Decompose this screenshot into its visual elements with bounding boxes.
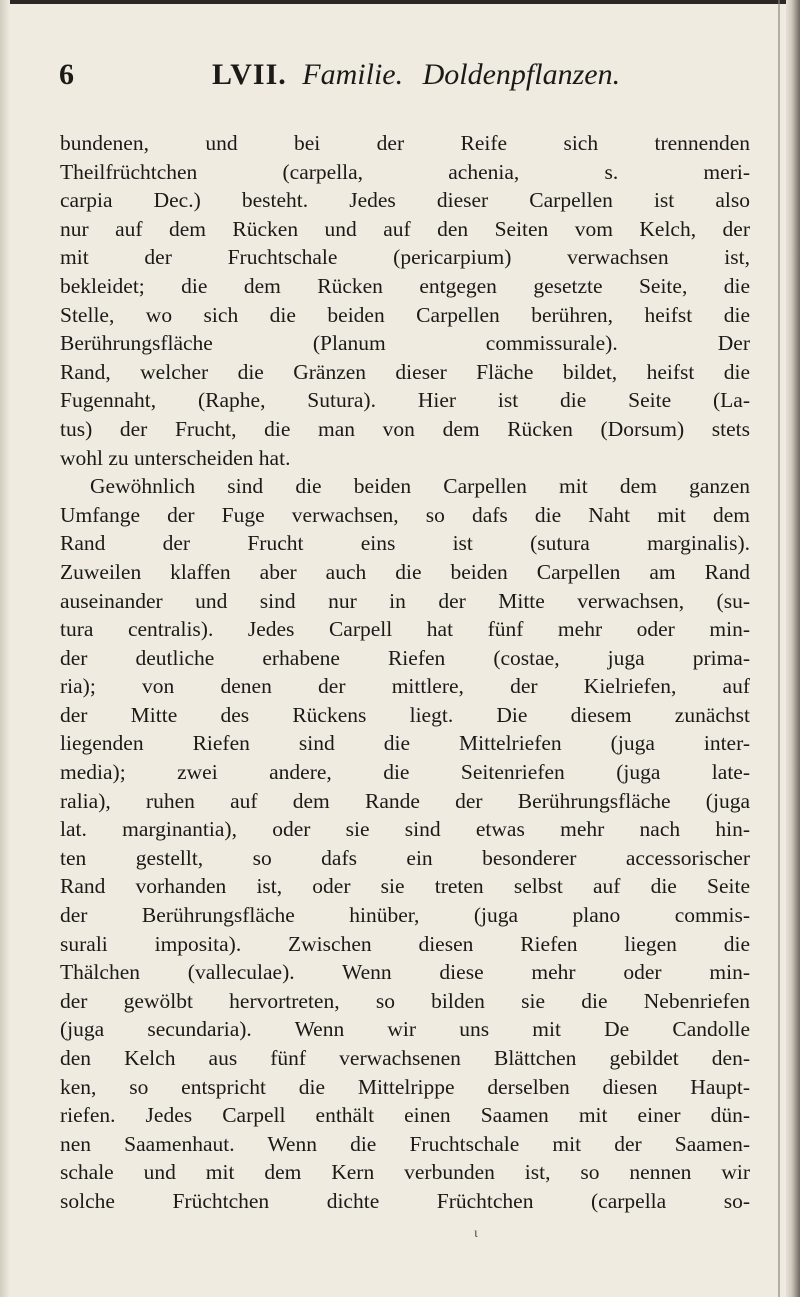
body-text xyxy=(60,129,750,1216)
text-line: nen Saamenhaut. Wenn die Fruchtschale mit der Saamen- xyxy=(60,1131,750,1156)
text-line: ken, so entspricht die Mittelrippe derselben diesen Haupt- xyxy=(60,1074,750,1099)
text-line-paragraph-start: Gewöhnlich sind die beiden Carpellen mit dem ganzen xyxy=(90,474,750,499)
text-line: carpia Dec.) besteht. Jedes dieser Carpellen ist also xyxy=(60,188,750,213)
text-line: Berührungsfläche (Planum commissurale). Der xyxy=(60,331,750,356)
text-line: Stelle, wo sich die beiden Carpellen berühren, heifst die xyxy=(60,302,750,327)
text-line: der Berührungsfläche hinüber, (juga plano commis- xyxy=(60,903,750,928)
text-line: tura centralis). Jedes Carpell hat fünf mehr oder min- xyxy=(60,617,750,642)
text-line: den Kelch aus fünf verwachsenen Blättchen gebildet den- xyxy=(60,1046,750,1070)
running-header xyxy=(0,58,800,108)
text-line: der Mitte des Rückens liegt. Die diesem zunächst xyxy=(60,702,750,727)
text-line: Fugennaht, (Raphe, Sutura). Hier ist die Seite (La- xyxy=(60,388,750,413)
text-line: solche Früchtchen dichte Früchtchen (carpella so- xyxy=(60,1188,750,1213)
text-line: riefen. Jedes Carpell enthält einen Saamen mit einer dün- xyxy=(60,1103,750,1128)
text-line: (juga secundaria). Wenn wir uns mit De Candolle xyxy=(60,1017,750,1042)
text-line: nur auf dem Rücken und auf den Seiten vom Kelch, der xyxy=(60,216,750,241)
book-spine-shadow xyxy=(786,0,800,1297)
page-number: 6 xyxy=(59,58,75,91)
text-line: Rand der Frucht eins ist (sutura marginalis). xyxy=(60,531,750,556)
chapter-number: LVII. xyxy=(212,58,287,91)
text-line: ralia), ruhen auf dem Rande der Berührungsfläche (juga xyxy=(60,788,750,813)
text-line: ten gestellt, so dafs ein besonderer accessorischer xyxy=(60,845,750,870)
top-edge-rule xyxy=(0,0,800,4)
page-left-edge xyxy=(0,0,10,1297)
text-line: Rand vorhanden ist, oder sie treten selbst auf die Seite xyxy=(60,874,750,899)
text-line: bundenen, und bei der Reife sich trennenden xyxy=(60,131,750,155)
text-line: media); zwei andere, die Seitenriefen (juga late- xyxy=(60,760,750,785)
text-line: der gewölbt hervortreten, so bilden sie die Nebenriefen xyxy=(60,988,750,1013)
text-line: tus) der Frucht, die man von dem Rücken (Dorsum) stets xyxy=(60,416,750,441)
text-line: schale und mit dem Kern verbunden ist, so nennen wir xyxy=(60,1160,750,1185)
text-line: mit der Fruchtschale (pericarpium) verwachsen ist, xyxy=(60,245,750,270)
text-line: Theilfrüchtchen (carpella, achenia, s. meri- xyxy=(60,159,750,184)
text-line: auseinander und sind nur in der Mitte verwachsen, (su- xyxy=(60,588,750,613)
running-head-title xyxy=(212,58,620,92)
text-line: Thälchen (valleculae). Wenn diese mehr oder min- xyxy=(60,960,750,985)
text-line: Rand, welcher die Gränzen dieser Fläche bildet, heifst die xyxy=(60,359,750,384)
text-line: surali imposita). Zwischen diesen Riefen liegen die xyxy=(60,931,750,956)
footer-mark: ι xyxy=(474,1226,478,1241)
family-label: Familie. xyxy=(302,58,404,91)
text-line: bekleidet; die dem Rücken entgegen gesetzte Seite, die xyxy=(60,273,750,298)
text-line: liegenden Riefen sind die Mittelriefen (juga inter- xyxy=(60,731,750,756)
text-line: lat. marginantia), oder sie sind etwas mehr nach hin- xyxy=(60,817,750,842)
text-line: Zuweilen klaffen aber auch die beiden Carpellen am Rand xyxy=(60,559,750,584)
text-line-paragraph-end: wohl zu unterscheiden hat. xyxy=(60,445,291,470)
family-name: Doldenpflanzen. xyxy=(422,58,621,91)
text-line: der deutliche erhabene Riefen (costae, juga prima- xyxy=(60,645,750,670)
binding-line xyxy=(778,0,780,1297)
text-line: Umfange der Fuge verwachsen, so dafs die Naht mit dem xyxy=(60,502,750,527)
text-line: ria); von denen der mittlere, der Kielriefen, auf xyxy=(60,674,750,699)
